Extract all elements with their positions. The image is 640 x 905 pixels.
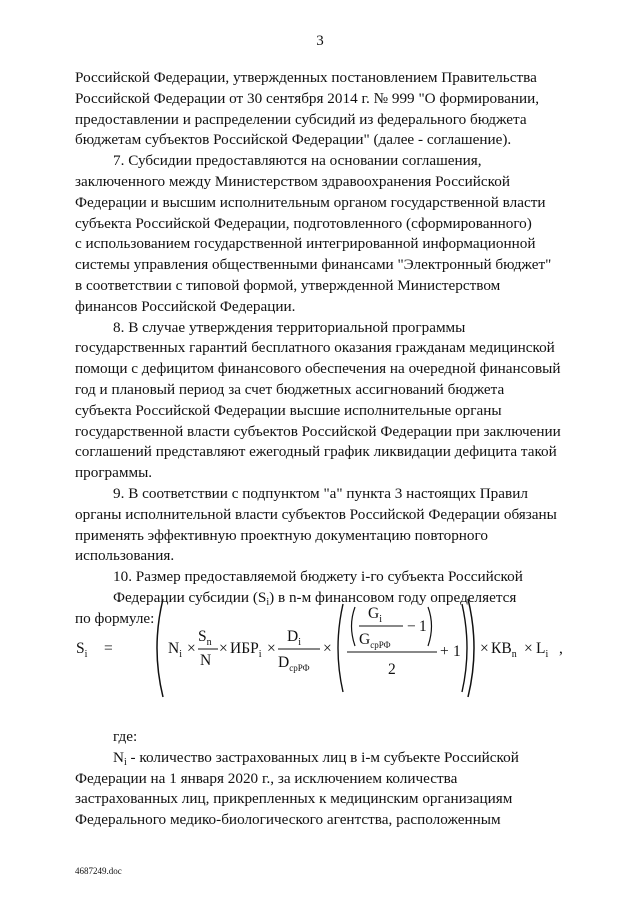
term-ni: $N_i$ [168,640,182,660]
ni-line-1: $N_i$ - количество застрахованных лиц в i-м субъекте Российской [113,748,519,768]
file-name-footer: 4687249.doc [75,866,122,876]
frac-d-num: $D_i$ [287,628,301,648]
frac-sn-den: N [200,652,212,669]
text-line: 8. В случае утверждения территориальной программы [113,318,466,336]
minus-one: 1 [419,618,427,635]
text-line: субъекта Российской Федерации высшие исполнительные органы [75,401,502,419]
text-line: в соответствии с типовой формой, утвержденной Министерством [75,276,501,294]
frac-g-den: $G_{срРФ}$ [359,631,391,650]
outer-right-paren [468,599,474,697]
times-5: × [480,640,489,657]
frac-g-num: $G_i$ [368,605,382,625]
formula-comma: , [559,640,563,657]
times-3: × [267,640,276,657]
ni-definition [75,748,568,831]
text-line: Федерации и высшим исполнительным органом государственной власти [75,193,546,211]
term-ibr: $ИБР_i$ [230,640,262,660]
ni-line-2: Федерации на 1 января 2020 г., за исключением количества [75,769,458,787]
text-line: 7. Субсидии предоставляются на основании соглашения, [113,152,482,170]
text-line: предоставлении и распределении субсидий из федерального бюджета [75,110,527,128]
ni-line-4: Федерального медико-биологического агентства, расположенным [75,811,501,829]
text-line: помощи с дефицитом финансового обеспечения на очередной финансовый [75,360,561,378]
text-line: с использованием государственной интегрированной информационной [75,235,536,253]
text-line: программы. [75,464,153,482]
plus-sign: + [440,643,449,660]
text-line: применять эффективную проектную документацию повторного [75,526,488,544]
text-line: 9. В соответствии с подпунктом "а" пункта 3 настоящих Правил [113,484,528,502]
times-2: × [219,640,228,657]
g-left-paren [352,607,356,646]
times-6: × [524,640,533,657]
text-line: соглашений представляют ежегодный график ликвидации дефицита такой [75,443,557,461]
inner-right-paren [462,604,467,692]
times-1: × [187,640,196,657]
text-line: государственной власти субъектов Российской Федерации при заключении [75,422,561,440]
paragraph-p-7 [75,151,568,317]
formula-equals: = [104,640,113,657]
where-label: где: [113,728,138,745]
paragraphs [75,68,568,567]
minus-sign: − [407,618,416,635]
plus-one: 1 [453,643,461,660]
text-line: бюджетам субъектов Российской Федерации" (далее - соглашение). [75,131,512,149]
paragraph-p-cont [75,68,568,151]
text-line: субъекта Российской Федерации, подготовленного (сформированного) [75,214,532,232]
frac-half-den: 2 [388,661,396,678]
frac-sn-num: $S_n$ [198,628,212,648]
subsidy-formula [75,594,568,702]
inner-left-paren [338,604,343,692]
ni-line-3: застрахованных лиц, прикрепленных к медицинским организациям [75,790,513,808]
p10-line-2: Федерации субсидии $(S_i)$ в n-м финансовом году определяется [113,588,517,608]
outer-left-paren [157,599,163,697]
text-line: финансов Российской Федерации. [75,297,296,315]
term-kv: $КВ_n$ [491,640,517,660]
p10-line-1: 10. Размер предоставляемой бюджету i-го субъекта Российской [113,568,523,586]
text-line: органы исполнительной власти субъектов Российской Федерации обязаны [75,505,557,523]
times-4: × [323,640,332,657]
page-number: 3 [316,33,324,49]
paragraph-p-9 [75,484,568,567]
definitions [75,727,568,831]
g-right-paren [428,607,432,646]
paragraph-p-8 [75,318,568,484]
text-line: системы управления общественными финансами "Электронный бюджет" [75,256,552,274]
p10-line-3: по формуле: [75,609,155,627]
text-line: Российской Федерации, утвержденных постановлением Правительства [75,69,537,86]
term-l: $L_i$ [536,640,549,660]
document-body [75,68,568,630]
text-line: Российской Федерации от 30 сентября 2014 г. № 999 "О формировании, [75,89,540,107]
formula-lhs: $S_i$ [76,640,88,660]
text-line: государственных гарантий бесплатного оказания гражданам медицинской [75,339,555,357]
frac-d-den: $D_{срРФ}$ [278,654,310,673]
text-line: год и плановый период за счет бюджетных ассигнований бюджета [75,380,505,398]
text-line: заключенного между Министерством здравоохранения Российской [75,172,510,190]
text-line: использования. [75,547,175,565]
